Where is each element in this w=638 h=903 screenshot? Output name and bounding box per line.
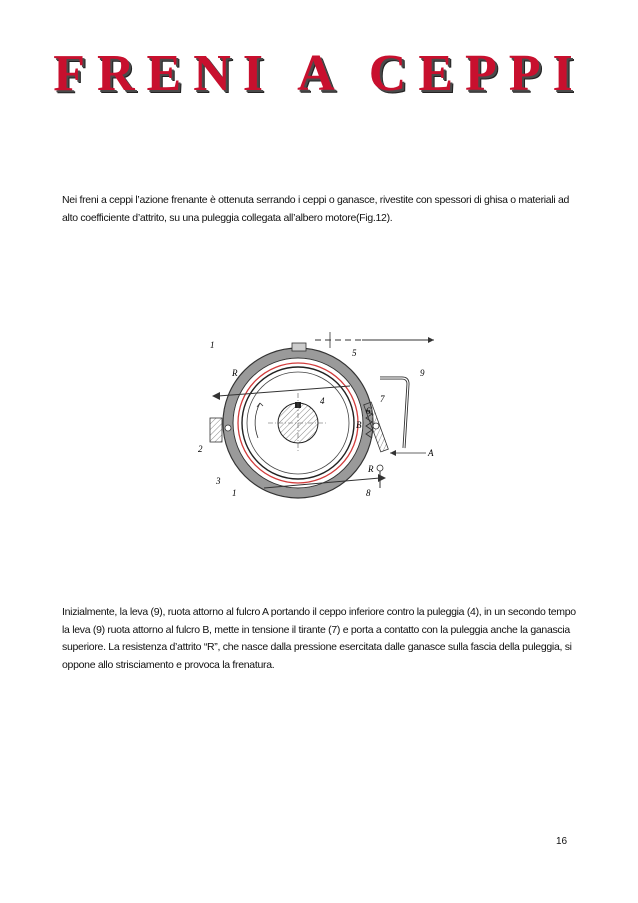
label-7: 7 xyxy=(380,394,385,404)
label-r-top: R xyxy=(232,368,238,378)
label-5: 5 xyxy=(352,348,357,358)
label-3: 3 xyxy=(216,476,221,486)
label-9: 9 xyxy=(420,368,425,378)
label-1-bottom: 1 xyxy=(232,488,237,498)
label-2: 2 xyxy=(198,444,203,454)
operation-paragraph: Inizialmente, la leva (9), ruota attorno al fulcro A portando il ceppo inferiore contro la puleggia (4), in un secondo tempo la leva (9) ruota attorno al fulcro B, mette in tensione il tirante (7) e porta a contatto con la puleggia anche la ganascia superiore. La resistenza d’attrito “R”, che nasce dalla pressione esercitata dalle ganasce sulla fascia della puleggia, si oppone allo strisciamento e provoca la frenatura. xyxy=(62,606,576,671)
hinge-pin xyxy=(210,418,222,442)
label-a: A xyxy=(428,448,434,458)
label-r-bottom: R xyxy=(368,464,374,474)
intro-paragraph: Nei freni a ceppi l’azione frenante è ottenuta serrando i ceppi o ganasce, rivestite con spessori di ghisa o materiali ad alto coefficiente d’attrito, su una puleggia collegata all’albero motore(Fig.12). xyxy=(62,194,570,224)
label-1-top: 1 xyxy=(210,340,215,350)
page-title: FRENI A CEPPI xyxy=(53,45,585,102)
label-4: 4 xyxy=(320,396,325,406)
label-6: 6 xyxy=(366,406,371,416)
label-b: B xyxy=(356,420,362,430)
label-8: 8 xyxy=(366,488,371,498)
brake-diagram-figure xyxy=(180,318,442,500)
page-number: 16 xyxy=(556,836,568,847)
